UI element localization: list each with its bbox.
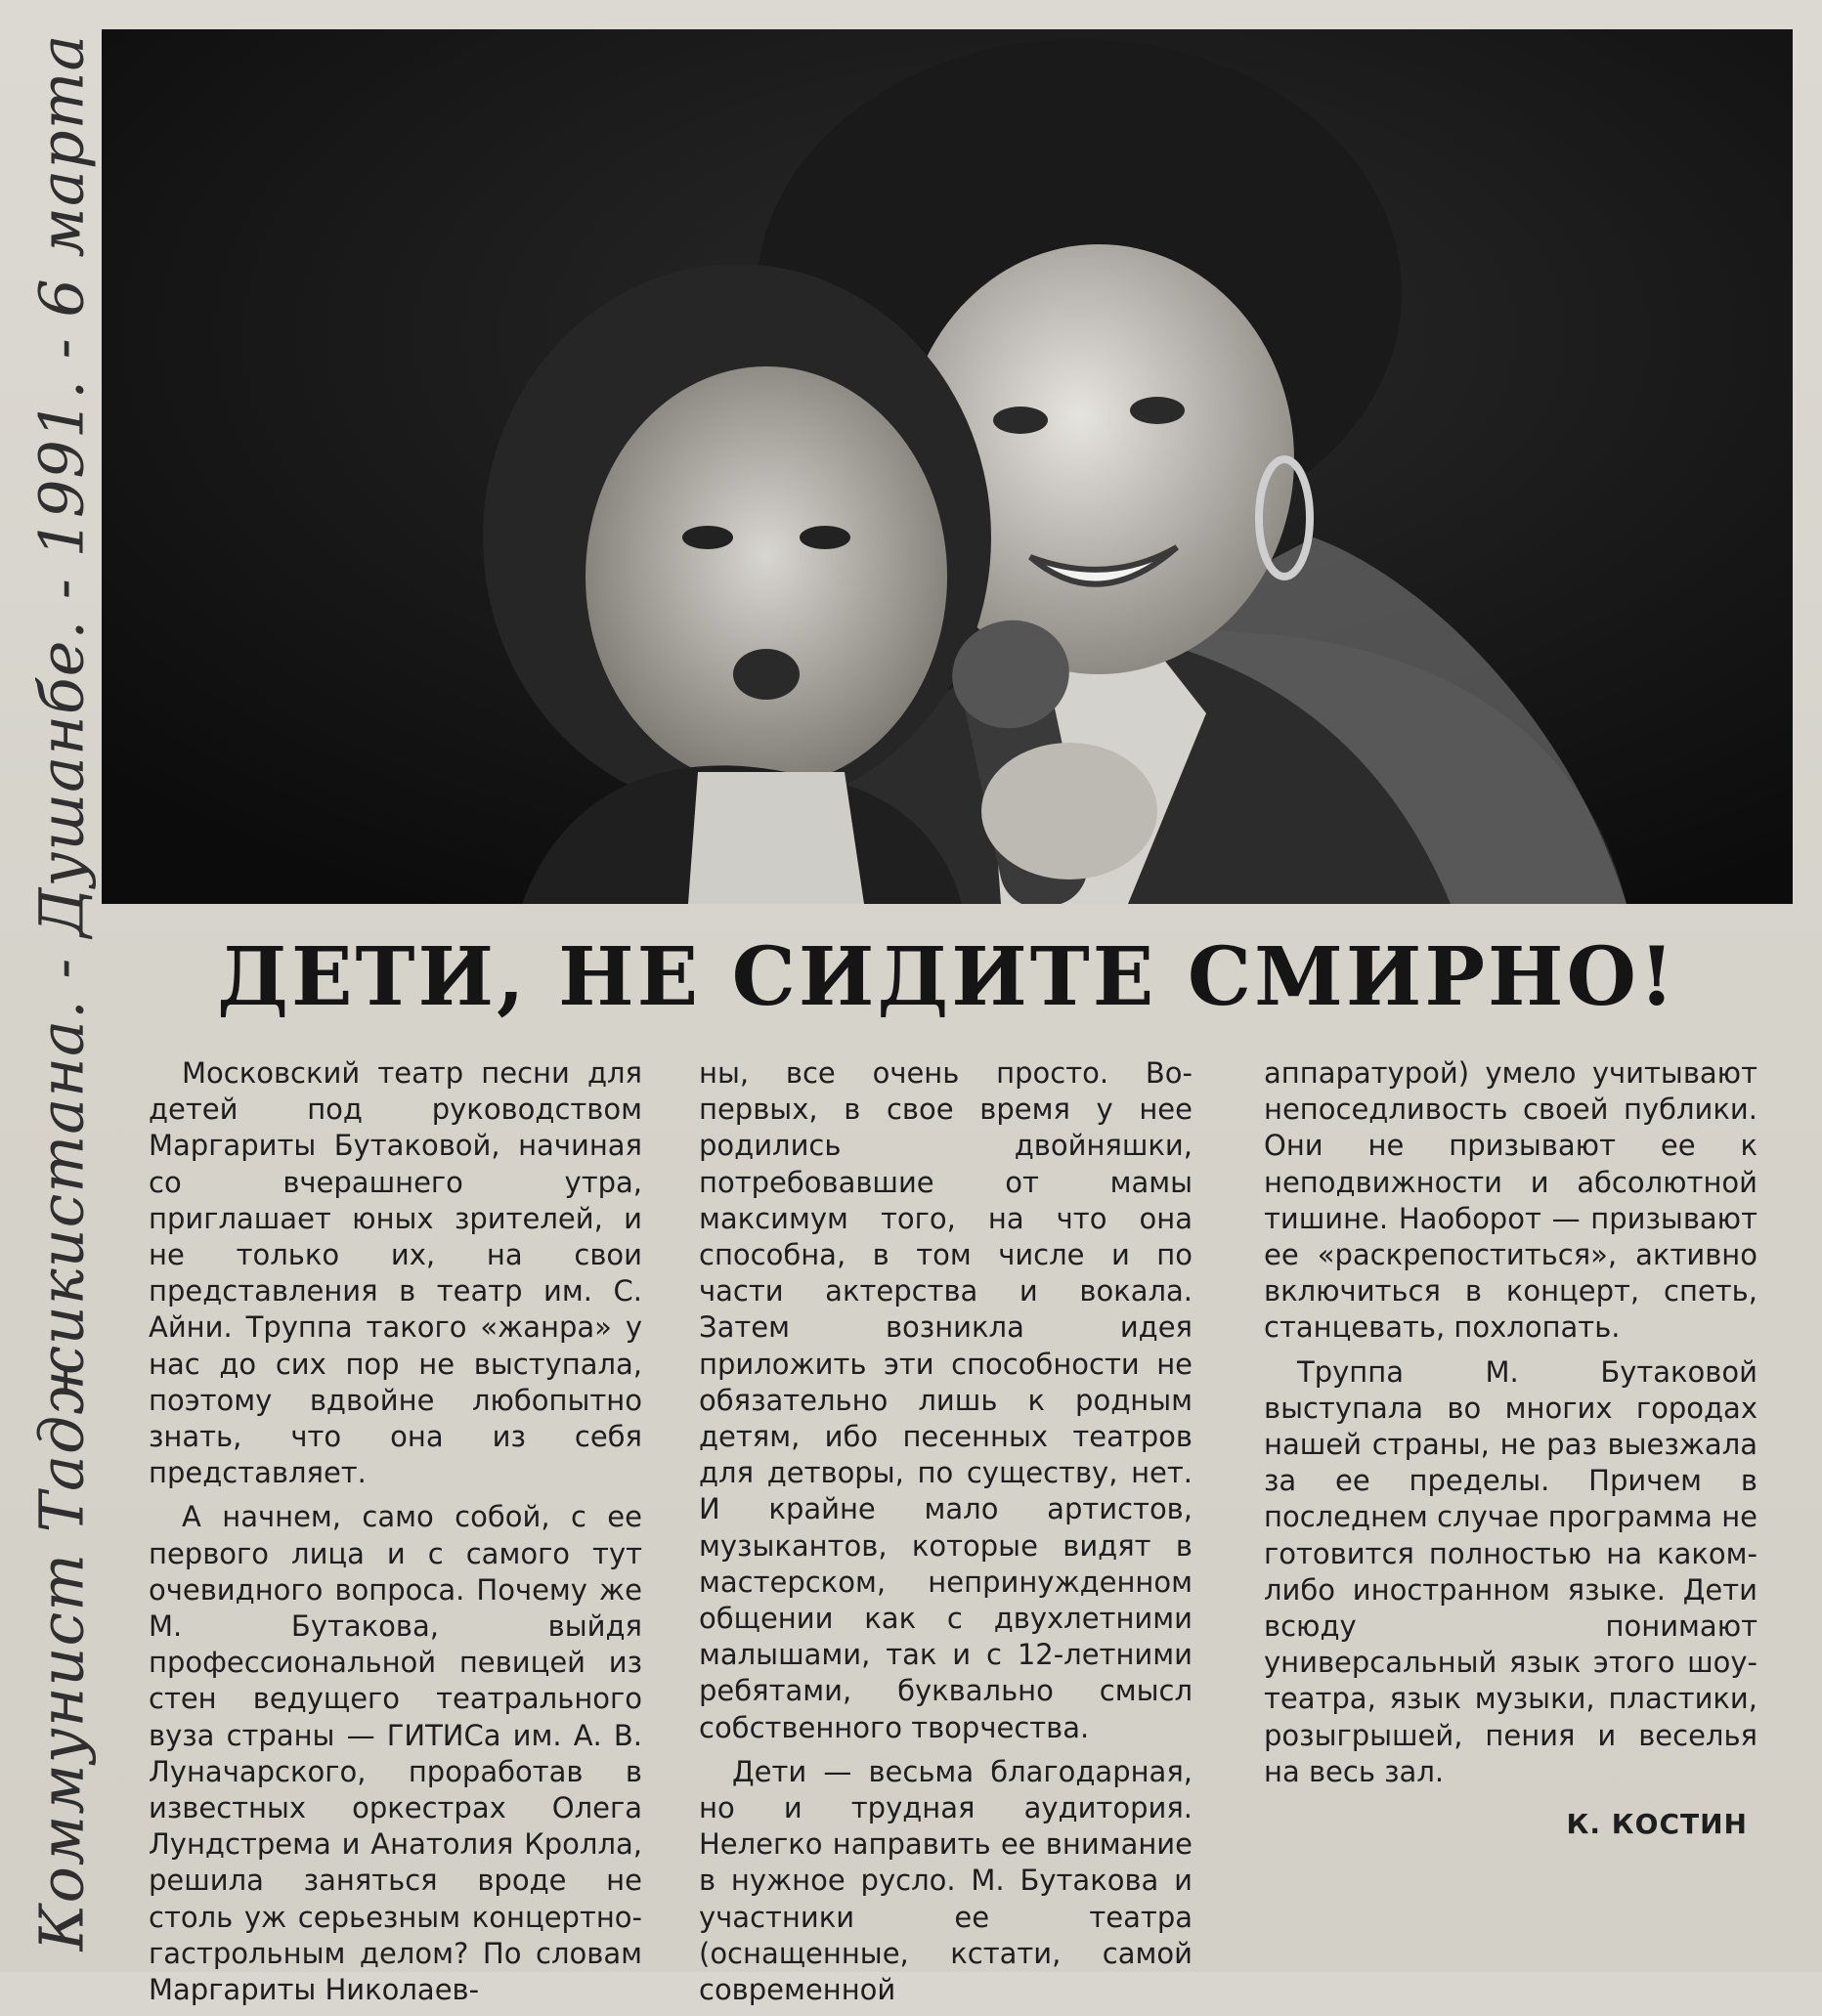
paragraph: ны, все очень просто. Во-первых, в свое время у нее родились двойняшки, потребовавшие от мамы максимум того, на что она способна, в том числе и по части актерства и вокала. Затем возникла идея приложить эти способности не обязательно лишь к родным детям, ибо песенных театров для детворы, по существу, нет. И крайне мало артистов, музыкантов, которые видят в мастерском, непринужденном общении как с двухлетними малышами, так и с 12-летними ребятами, буквально смысл собственного творчества.: [699, 1056, 1193, 1744]
handwritten-note-text: Коммунист Таджикистана. - Душанбе. - 1991. - 6 марта: [25, 33, 98, 1951]
article-headline: ДЕТИ, НЕ СИДИТЕ СМИРНО!: [217, 930, 1677, 1024]
article-photo: [102, 29, 1793, 904]
article-column-2: [699, 1055, 1193, 2016]
article-column-3: [1264, 1055, 1757, 1842]
paragraph: аппаратурой) умело учитывают непоседливость своей публики. Они не призывают ее к неподвижности и абсолютной тишине. Наоборот — призывают ее «раскрепоститься», активно включиться в концерт, спеть, станцевать, похлопать.: [1264, 1056, 1757, 1345]
paragraph: А начнем, само собой, с ее первого лица и с самого тут очевидного вопроса. Почему же М. Бутакова, выйдя профессиональной певицей из стен ведущего театрального вуза страны — ГИТИСа им. А. В. Луначарского, проработав в известных оркестрах Олега Лундстрема и Анатолия Кролла, решила заняться вроде не столь уж серьезным концертно-гастрольным делом? По словам Маргариты Николаев-: [149, 1500, 642, 2007]
paragraph: Дети — весьма благодарная, но и трудная аудитория. Нелегко направить ее внимание в нужное русло. М. Бутакова и участники ее театра (оснащенные, кстати, самой современной: [699, 1754, 1193, 2007]
handwritten-source-note: [8, 33, 115, 1951]
photo-singer-and-child-icon: [102, 29, 1793, 904]
author-byline: К. КОСТИН: [1566, 1808, 1748, 1841]
article-column-1: [149, 1055, 642, 2016]
paragraph: Московский театр песни для детей под руководством Маргариты Бутаковой, начиная со вчерашнего утра, приглашает юных зрителей, и не только их, на свои представления в театр им. С. Айни. Труппа такого «жанра» у нас до сих пор не выступала, поэтому вдвойне любопытно знать, что она из себя представляет.: [149, 1056, 642, 1490]
paragraph: Труппа М. Бутаковой выступала во многих городах нашей страны, не раз выезжала за ее пределы. Причем в последнем случае программа не готовится полностью на каком-либо иностранном языке. Дети всюду понимают универсальный язык этого шоу-театра, язык музыки, пластики, розыгрышей, пения и веселья на весь зал.: [1264, 1354, 1757, 1788]
